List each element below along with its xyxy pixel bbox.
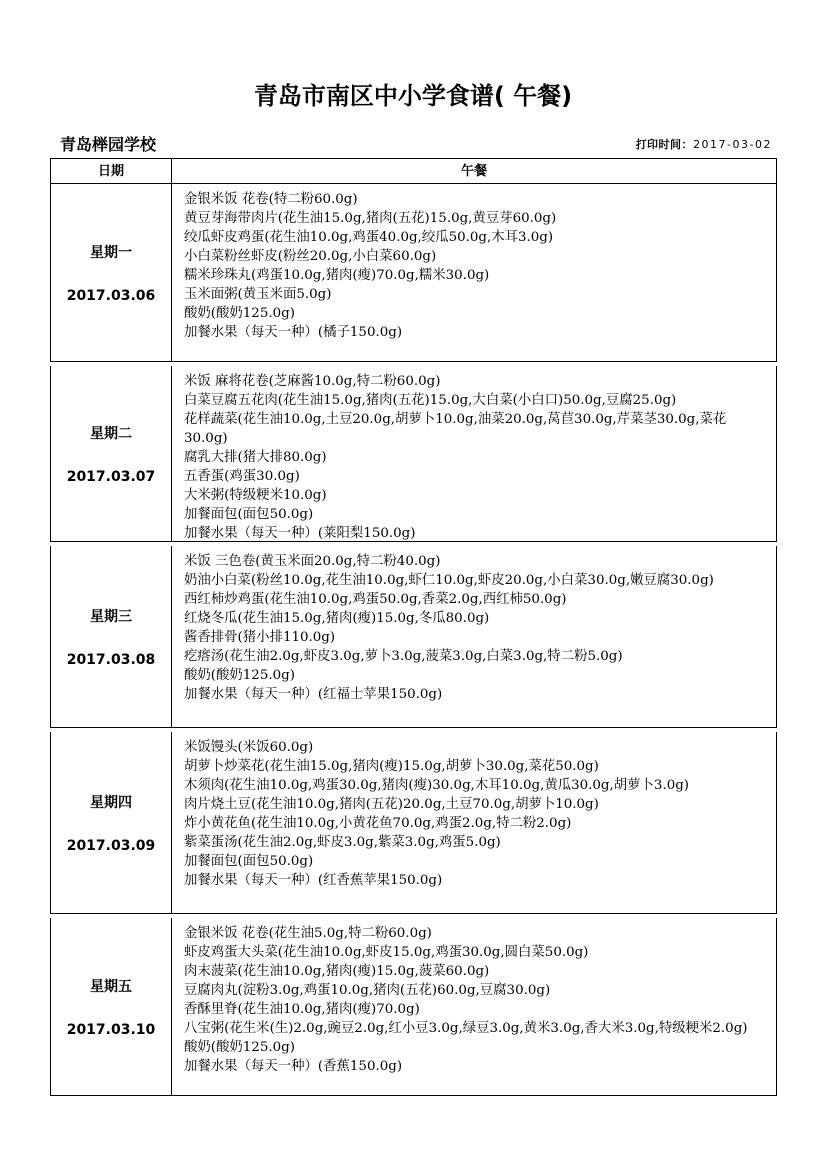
- lunch-items: [172, 366, 776, 541]
- menu-item: 米饭馒头(米饭60.0g): [184, 740, 314, 755]
- menu-item: 香酥里脊(花生油10.0g,猪肉(瘦)70.0g): [184, 1002, 420, 1017]
- menu-item: 酸奶(酸奶125.0g): [184, 306, 295, 321]
- menu-item: 胡萝卜炒菜花(花生油15.0g,猪肉(瘦)15.0g,胡萝卜30.0g,菜花50.0g): [184, 759, 599, 774]
- table-row: [50, 366, 777, 542]
- menu-item: 酸奶(酸奶125.0g): [184, 1040, 295, 1055]
- table-row: [50, 184, 777, 362]
- menu-item: 绞瓜虾皮鸡蛋(花生油10.0g,鸡蛋40.0g,绞瓜50.0g,木耳3.0g): [184, 230, 554, 245]
- day-cell: [51, 918, 172, 1095]
- table-row: [50, 732, 777, 914]
- weekday-label: 星期三: [90, 608, 132, 625]
- menu-item: 加餐面包(面包50.0g): [184, 854, 314, 869]
- menu-item: 小白菜粉丝虾皮(粉丝20.0g,小白菜60.0g): [184, 249, 437, 264]
- menu-item: 奶油小白菜(粉丝10.0g,花生油10.0g,虾仁10.0g,虾皮20.0g,小白菜30.0g,嫩豆腐30.0g): [184, 573, 714, 588]
- date-label: 2017.03.08: [66, 651, 156, 668]
- print-time-value: 2017-03-02: [693, 138, 772, 151]
- menu-item: 豆腐肉丸(淀粉3.0g,鸡蛋10.0g,猪肉(五花)60.0g,豆腐30.0g): [184, 983, 551, 998]
- print-time: [636, 136, 772, 152]
- menu-item: 酱香排骨(猪小排110.0g): [184, 630, 336, 645]
- menu-item: 加餐水果（每天一种）(红福士苹果150.0g): [184, 687, 443, 702]
- header-date: 日期: [51, 159, 172, 183]
- menu-item: 加餐水果（每天一种）(红香蕉苹果150.0g): [184, 873, 443, 888]
- menu-item: 腐乳大排(猪大排80.0g): [184, 450, 327, 465]
- menu-item: 紫菜蛋汤(花生油2.0g,虾皮3.0g,紫菜3.0g,鸡蛋5.0g): [184, 835, 501, 850]
- menu-item: 黄豆芽海带肉片(花生油15.0g,猪肉(五花)15.0g,黄豆芽60.0g): [184, 211, 557, 226]
- weekday-label: 星期一: [90, 244, 132, 261]
- menu-item: 酸奶(酸奶125.0g): [184, 668, 295, 683]
- menu-item: 糯米珍珠丸(鸡蛋10.0g,猪肉(瘦)70.0g,糯米30.0g): [184, 268, 490, 283]
- menu-item: 肉片烧土豆(花生油10.0g,猪肉(五花)20.0g,土豆70.0g,胡萝卜10.0g): [184, 797, 599, 812]
- date-label: 2017.03.10: [66, 1021, 156, 1038]
- menu-item: 加餐面包(面包50.0g): [184, 507, 314, 522]
- menu-item: 疙瘩汤(花生油2.0g,虾皮3.0g,萝卜3.0g,菠菜3.0g,白菜3.0g,特二粉5.0g): [184, 649, 623, 664]
- table-row: [50, 918, 777, 1096]
- menu-item: 八宝粥(花生米(生)2.0g,豌豆2.0g,红小豆3.0g,绿豆3.0g,黄米3.0g,香大米3.0g,特级粳米2.0g): [184, 1021, 748, 1036]
- menu-item: 木须肉(花生油10.0g,鸡蛋30.0g,猪肉(瘦)30.0g,木耳10.0g,黄瓜30.0g,胡萝卜3.0g): [184, 778, 690, 793]
- date-label: 2017.03.07: [66, 468, 156, 485]
- menu-item: 米饭 三色卷(黄玉米面20.0g,特二粉40.0g): [184, 554, 441, 569]
- menu-item: 加餐水果（每天一种）(橘子150.0g): [184, 325, 403, 340]
- menu-item: 五香蛋(鸡蛋30.0g): [184, 469, 300, 484]
- menu-item: 大米粥(特级粳米10.0g): [184, 488, 327, 503]
- menu-item: 炸小黄花鱼(花生油10.0g,小黄花鱼70.0g,鸡蛋2.0g,特二粉2.0g): [184, 816, 572, 831]
- menu-table: [50, 158, 777, 1096]
- day-cell: [51, 546, 172, 727]
- lunch-items: [172, 918, 776, 1095]
- weekday-label: 星期五: [90, 978, 132, 995]
- lunch-items: [172, 732, 776, 913]
- lunch-items: [172, 546, 776, 727]
- menu-item: 米饭 麻将花卷(芝麻酱10.0g,特二粉60.0g): [184, 374, 441, 389]
- menu-item: 加餐水果（每天一种）(香蕉150.0g): [184, 1059, 403, 1074]
- menu-item: 加餐水果（每天一种）(莱阳梨150.0g): [184, 526, 416, 541]
- school-name: 青岛榉园学校: [60, 135, 157, 154]
- menu-item: 花样蔬菜(花生油10.0g,土豆20.0g,胡萝卜10.0g,油菜20.0g,莴苣30.0g,芹菜茎30.0g,菜花30.0g): [184, 412, 727, 446]
- print-time-label: 打印时间：: [635, 138, 694, 151]
- menu-item: 玉米面粥(黄玉米面5.0g): [184, 287, 332, 302]
- menu-item: 金银米饭 花卷(花生油5.0g,特二粉60.0g): [184, 926, 432, 941]
- header-lunch: 午餐: [460, 164, 487, 179]
- menu-item: 红烧冬瓜(花生油15.0g,猪肉(瘦)15.0g,冬瓜80.0g): [184, 611, 490, 626]
- table-row: [50, 546, 777, 728]
- menu-item: 肉末菠菜(花生油10.0g,猪肉(瘦)15.0g,菠菜60.0g): [184, 964, 490, 979]
- lunch-items: [172, 184, 776, 361]
- menu-item: 虾皮鸡蛋大头菜(花生油10.0g,虾皮15.0g,鸡蛋30.0g,圆白菜50.0g): [184, 945, 589, 960]
- day-cell: [51, 184, 172, 361]
- menu-item: 金银米饭 花卷(特二粉60.0g): [184, 192, 358, 207]
- menu-item: 白菜豆腐五花肉(花生油15.0g,猪肉(五花)15.0g,大白菜(小白口)50.0g,豆腐25.0g): [184, 393, 677, 408]
- menu-item: 西红柿炒鸡蛋(花生油10.0g,鸡蛋50.0g,香菜2.0g,西红柿50.0g): [184, 592, 567, 607]
- day-cell: [51, 366, 172, 541]
- date-label: 2017.03.06: [66, 287, 156, 304]
- table-header: [50, 158, 777, 184]
- date-label: 2017.03.09: [66, 837, 156, 854]
- weekday-label: 星期二: [90, 425, 132, 442]
- page-title: 青岛市南区中小学食谱( 午餐): [253, 82, 573, 110]
- weekday-label: 星期四: [90, 794, 132, 811]
- day-cell: [51, 732, 172, 913]
